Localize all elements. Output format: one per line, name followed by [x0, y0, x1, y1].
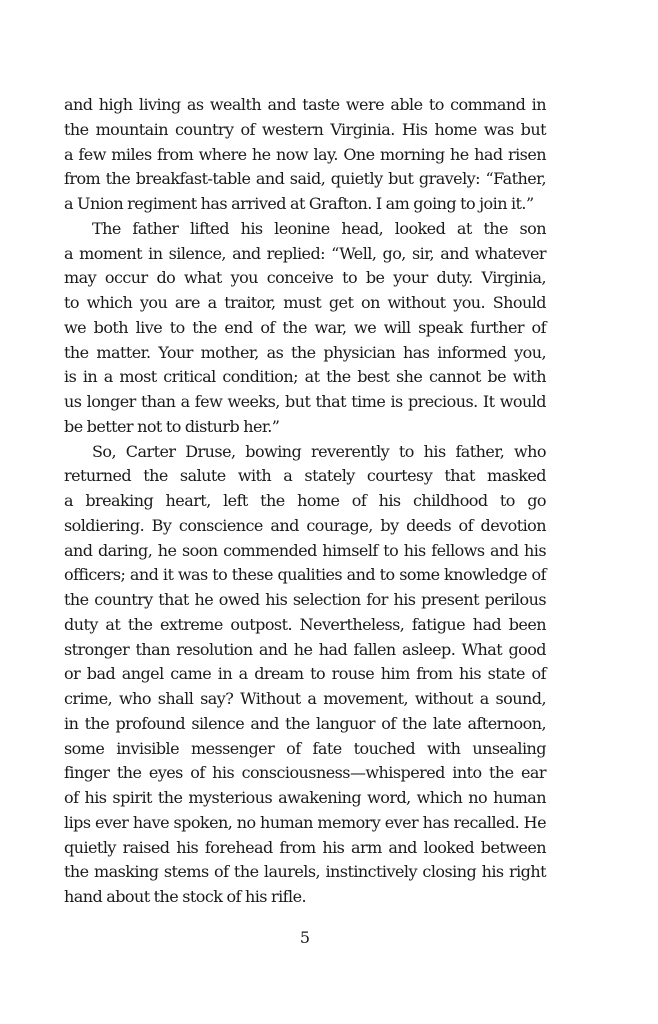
- text-line: some invisible messenger of fate touched with unsealing: [64, 738, 546, 758]
- text-line: us longer than a few weeks, but that time is precious. It would: [64, 392, 546, 411]
- text-line: duty at the extreme outpost. Nevertheless, fatigue had been: [64, 614, 546, 634]
- paragraph-1: [64, 93, 546, 217]
- text-line: from the breakfast-table and said, quietly but gravely: “Father,: [64, 169, 546, 189]
- text-line: The father lifted his leonine head, looked at the son: [92, 218, 546, 238]
- page-number: 5: [299, 928, 311, 947]
- text-line: in the profound silence and the languor of the late afternoon,: [64, 713, 546, 733]
- text-line: stronger than resolution and he had fallen asleep. What good: [64, 639, 546, 659]
- text-line: lips ever have spoken, no human memory ever has recalled. He: [64, 812, 546, 832]
- text-line: the country that he owed his selection for his present perilous: [64, 590, 546, 609]
- text-line: quietly raised his forehead from his arm and looked between: [64, 837, 546, 857]
- text-line: the matter. Your mother, as the physician has informed you,: [64, 342, 546, 362]
- text-line: a few miles from where he now lay. One morning he had risen: [64, 144, 546, 164]
- text-line: a moment in silence, and replied: “Well, go, sir, and whatever: [64, 243, 546, 263]
- text-line: is in a most critical condition; at the best she cannot be with: [64, 367, 546, 387]
- text-line: we both live to the end of the war, we will speak further of: [64, 317, 546, 337]
- text-line: of his spirit the mysterious awakening word, which no human: [64, 788, 546, 807]
- paragraph-2: [64, 217, 546, 440]
- text-line: officers; and it was to these qualities and to some knowledge of: [64, 565, 546, 585]
- text-line: the masking stems of the laurels, instinctively closing his right: [64, 862, 546, 882]
- text-line: hand about the stock of his rifle.: [64, 887, 307, 906]
- text-line: and daring, he soon commended himself to his fellows and his: [64, 540, 546, 560]
- paragraph-3: [64, 440, 546, 910]
- text-line: be better not to disturb her.”: [64, 416, 280, 436]
- text-line: a breaking heart, left the home of his childhood to go: [64, 491, 546, 510]
- text-line: may occur do what you conceive to be your duty. Virginia,: [64, 268, 546, 288]
- body-text: [64, 93, 546, 910]
- text-line: returned the salute with a stately courtesy that masked: [64, 466, 546, 486]
- text-line: So, Carter Druse, bowing reverently to his father, who: [92, 441, 546, 461]
- text-line: a Union regiment has arrived at Grafton. I am going to join it.”: [64, 194, 534, 213]
- text-line: and high living as wealth and taste were able to command in: [64, 95, 546, 114]
- text-line: to which you are a traitor, must get on without you. Should: [64, 293, 546, 312]
- text-line: crime, who shall say? Without a movement, without a sound,: [64, 689, 546, 708]
- text-line: finger the eyes of his consciousness—whispered into the ear: [64, 763, 546, 783]
- text-line: soldiering. By conscience and courage, by deeds of devotion: [64, 515, 546, 535]
- text-line: the mountain country of western Virginia. His home was but: [64, 119, 546, 139]
- text-line: or bad angel came in a dream to rouse him from his state of: [64, 664, 546, 684]
